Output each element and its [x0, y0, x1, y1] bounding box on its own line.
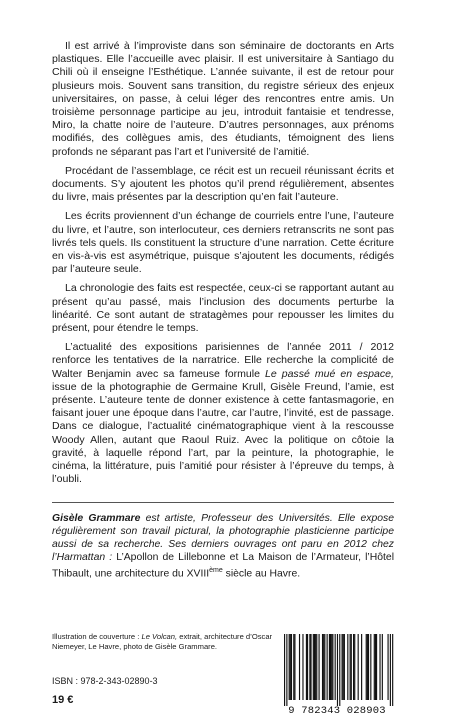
barcode-bar — [390, 634, 391, 706]
barcode-bar — [337, 634, 338, 706]
paragraph: Il est arrivé à l’improviste dans son séminaire de doctorants en Arts plastiques. Elle l’accueille avec plaisir. Il est universitaire à Santiago du Chili où il enseigne l’Esthétique. L’année suivante, il est de retour pour plusieurs mois. Souvent sans transition, du registre sérieux des enjeux universitaires, on passe, à celui léger des rencontres entre amis. Un troisième personnage participe au jeu, introduit fantaisie et tendresse, Miro, la chatte noire de l’auteure. D’autres personnages, aux prénoms modifiés, des collègues amis, des étudiants, témoignent des liens profonds ne séparant pas l’art et l’université de l’amitié. — [52, 40, 394, 158]
barcode-bar — [286, 634, 287, 706]
bio-books: L’Apollon de Lillebonne et La Maison de l’Armateur, l’Hôtel Thibault, une architecture du XVIII — [52, 552, 394, 580]
barcode-bar — [306, 634, 307, 700]
paragraph-start: L’actualité des expositions parisiennes de l’année 2011 / 2012 renforce les tentatives de la narratrice. Elle recherche la complicité de Walter Benjamin avec sa fameuse formule — [52, 341, 394, 380]
barcode-bar — [316, 634, 317, 700]
barcode-bar — [392, 634, 393, 706]
author-bio — [52, 512, 394, 581]
barcode-bar — [382, 634, 383, 700]
barcode-bar — [388, 634, 389, 700]
barcode-bar — [351, 634, 352, 700]
barcode-bar — [331, 634, 332, 700]
barcode-bar — [315, 634, 316, 700]
barcode-bar — [366, 634, 367, 700]
bio-text: est artiste, Professeur des Universités. Elle expose régulièrement son travail pictural, la photographie plasticienne participe aussi de sa recherche. Ses derniers ouvrages ont paru en 2012 chez l’Harmattan : — [52, 513, 394, 564]
barcode-bar — [330, 634, 331, 700]
barcode-bar — [332, 634, 333, 700]
barcode-bar — [361, 634, 362, 700]
barcode-bar — [310, 634, 311, 700]
barcode-bar — [291, 634, 292, 700]
barcode-bar — [374, 634, 375, 700]
barcode-bar — [335, 634, 336, 700]
quote: Le passé mué en espace, — [264, 367, 394, 380]
barcode-bar — [350, 634, 351, 700]
paragraph: Procédant de l’assemblage, ce récit est un recueil réunissant écrits et documents. S’y ajoutent les photos qu’il prend régulièrement, absentes du livre, mais présentes par la description qu’en fait l’auteure. — [52, 164, 394, 204]
barcode-bar — [314, 634, 315, 700]
barcode-bars — [278, 634, 396, 706]
barcode-bar — [322, 634, 323, 700]
barcode-bar — [344, 634, 345, 700]
barcode-bar — [284, 634, 285, 706]
barcode-bar — [313, 634, 314, 700]
barcode-bar — [302, 634, 303, 700]
barcode-bar — [375, 634, 376, 700]
synopsis — [52, 40, 394, 487]
paragraph — [52, 341, 394, 486]
barcode — [278, 634, 396, 720]
barcode-bar — [347, 634, 348, 700]
barcode-bar — [327, 634, 328, 700]
barcode-bar — [353, 634, 354, 700]
cover-credits — [52, 632, 302, 652]
barcode-bar — [368, 634, 369, 700]
barcode-bar — [367, 634, 368, 700]
barcode-bar — [307, 634, 308, 700]
credits-prefix: Illustration de couverture : — [52, 632, 140, 641]
credits-rest: extrait, architecture d’Oscar Niemeyer, Le Havre, photo de Gisèle Grammare. — [52, 632, 273, 651]
paragraph-end: issue de la photographie de Germaine Krull, Gisèle Freund, l’amie, est présente. L’auteure tente de donner existence à cette fantasmagorie, en faisant jouer une époque dans l’autre, car l’autre, l’invité, est de passage. Dans ce dialogue, l’actualité cinématographique vient à la rescousse Woody Allen, autant que Raoul Ruiz. Avec la politique on côtoie la gravité, à laquelle répond l’art, par la peinture, la photographie, le cinéma, la littérature, puis l’amitié pour résister à l’épreuve du temps, à l’oubli. — [52, 380, 394, 486]
barcode-bar — [299, 634, 300, 700]
barcode-bar — [294, 634, 295, 700]
bio-sup: ème — [209, 567, 223, 575]
barcode-bar — [324, 634, 325, 700]
barcode-digits: 9 782343 028903 — [288, 705, 386, 717]
barcode-bar — [342, 634, 343, 700]
barcode-bar — [339, 634, 340, 706]
barcode-bar — [323, 634, 324, 700]
barcode-bar — [343, 634, 344, 700]
divider — [52, 502, 394, 503]
barcode-bar — [379, 634, 380, 700]
barcode-bar — [376, 634, 377, 700]
barcode-bar — [293, 634, 294, 700]
credits-title: Le Volcan, — [141, 632, 178, 641]
barcode-bar — [289, 634, 290, 700]
barcode-bar — [290, 634, 291, 700]
barcode-bar — [319, 634, 320, 700]
barcode-bar — [370, 634, 371, 700]
barcode-bar — [309, 634, 310, 700]
barcode-bar — [329, 634, 330, 700]
barcode-bar — [354, 634, 355, 700]
price: 19 € — [52, 694, 74, 706]
author-name: Gisèle Grammare — [52, 513, 141, 524]
paragraph: La chronologie des faits est respectée, ceux-ci se rapportant autant au présent qu’au passé, mais l’inclusion des documents perturbe la linéarité. Ce sont autant de stratagèmes pour repousser les limites du présent, pour étendre le temps. — [52, 282, 394, 335]
bio-tail: siècle au Havre. — [225, 568, 301, 580]
barcode-bar — [358, 634, 359, 700]
paragraph: Les écrits proviennent d’un échange de courriels entre l’une, l’auteure du livre, et l’autre, son interlocuteur, ces derniers retranscrits ne sont pas livrés tels quels. Ils constituent la structure d’une narration. Cette écriture en vis-à-vis est asymétrique, puisque s’ajoutent les documents, rédigés par l’auteure seule. — [52, 210, 394, 276]
isbn: ISBN : 978-2-343-02890-3 — [52, 676, 158, 686]
